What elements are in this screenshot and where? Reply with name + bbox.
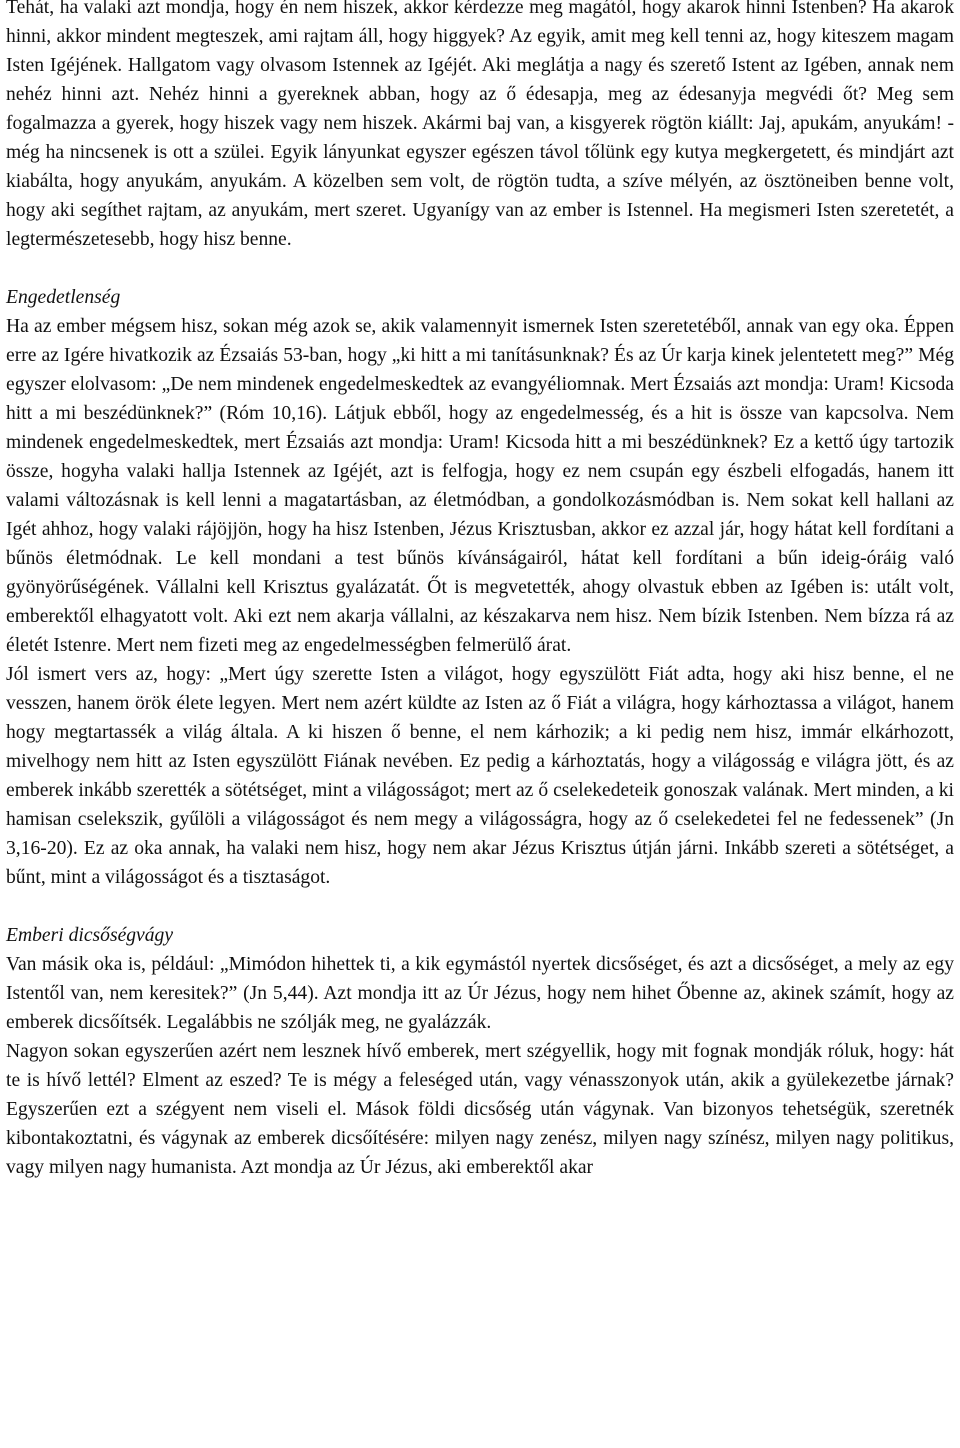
paragraph-gap [6,254,954,283]
heading-dicsosegvagy: Emberi dicsőségvágy [6,925,174,946]
paragraph-gap [6,892,954,921]
paragraph-engedetlenseg-2: Jól ismert vers az, hogy: „Mert úgy szerette Isten a világot, hogy egyszülött Fiát adta, hogy aki hisz benne, el ne vesszen, hanem örök élete legyen. Mert nem azért küldte az Isten az ő Fiát a világra, hogy kárhoztassa a világot, hanem hogy megtartassék a világ általa. A ki hiszen ő benne, el nem kárhozik; a ki pedig nem hisz, immár elkárhozott, mivelhogy nem hitt az Isten egyszülött Fiának nevében. Ez pedig a kárhoztatás, hogy a világosság e világra jött, és az emberek inkább szerették a sötétséget, mint a világosságot; mert az ő cselekedeteik gonoszak valának. Mert minden, a ki hamisan cselekszik, gyűlöli a világosságot és nem megy a világosságra, hogy az ő cselekedetei fel ne fedessenek” (Jn 3,16-20). Ez az oka annak, ha valaki nem hisz, hogy nem akar Jézus Krisztus útján járni. Inkább szereti a sötétséget, a bűnt, mint a világosságot és a tisztaságot. [6,664,954,888]
paragraph-intro: Tehát, ha valaki azt mondja, hogy én nem hiszek, akkor kérdezze meg magától, hogy akarok hinni Istenben? Ha akarok hinni, akkor mindent megteszek, ami rajtam áll, hogy higgyek? Az egyik, amit meg kell tenni az, hogy kiteszem magam Isten Igéjének. Hallgatom vagy olvasom Istennek az Igéjét. Aki meglátja a nagy és szerető Istent az Igében, annak nem nehéz hinni azt. Nehéz hinni a gyereknek abban, hogy az ő édesapja, meg az édesanyja megvédi őt? Meg sem fogalmazza a gyerek, hogy hiszek vagy nem hiszek. Akármi baj van, a kisgyerek rögtön kiállt: Jaj, apukám, anyukám! - még ha nincsenek is ott a szülei. Egyik lányunkat egyszer egészen távol tőlünk egy kutya megkergetett, és mindjárt azt kiabálta, hogy anyukám, anyukám. A közelben sem volt, de rögtön tudta, a szíve mélyén, az ösztöneiben benne volt, hogy aki segíthet rajtam, az anyukám, mert szeret. Ugyanígy van az ember is Istennel. Ha megismeri Isten szeretetét, a legtermészetesebb, hogy hisz benne. [6,0,954,250]
heading-engedetlenseg: Engedetlenség [6,287,121,308]
paragraph-dicsosegvagy-1: Van másik oka is, például: „Mimódon hihettek ti, a kik egymástól nyertek dicsőséget, és azt a dicsőséget, a mely az egy Istentől van, nem keresitek?” (Jn 5,44). Azt mondja itt az Úr Jézus, hogy nem hihet Őbenne az, akinek számít, hogy az emberek dicsőítsék. Legalábbis ne szólják meg, ne gyalázzák. [6,954,954,1033]
paragraph-dicsosegvagy-2: Nagyon sokan egyszerűen azért nem lesznek hívő emberek, mert szégyellik, hogy mit fognak mondják róluk, hogy: hát te is hívő lettél? Elment az eszed? Te is mégy a feleséged után, vagy vénasszonyok után, akik a gyülekezetbe járnak? Egyszerűen ezt a szégyent nem viseli el. Mások földi dicsőség után vágynak. Van bizonyos tehetségük, szeretnék kibontakoztatni, és vágynak az emberek dicsőítésére: milyen nagy zenész, milyen nagy színész, milyen nagy politikus, vagy milyen nagy humanista. Azt mondja az Úr Jézus, aki emberektől akar [6,1041,954,1178]
paragraph-engedetlenseg-1: Ha az ember mégsem hisz, sokan még azok se, akik valamennyit ismernek Isten szeretetéből, annak van egy oka. Éppen erre az Igére hivatkozik az Ézsaiás 53-ban, hogy „ki hitt a mi tanításunknak? És az Úr karja kinek jelentetett meg?” Még egyszer elolvasom: „De nem mindenek engedelmeskedtek az evangyéliomnak. Mert Ézsaiás azt mondja: Uram! Kicsoda hitt a mi beszédünknek?” (Róm 10,16). Látjuk ebből, hogy az engedelmesség, és a hit is össze van kapcsolva. Nem mindenek engedelmeskedtek, mert Ézsaiás azt mondja: Uram! Kicsoda hitt a mi beszédünknek? Ez a kettő úgy tartozik össze, hogyha valaki hallja Istennek az Igéjét, azt is felfogja, hogy ez nem csupán egy észbeli elfogadás, hanem itt valami változásnak is kell lenni a magatartásban, az életmódban, a gondolkozásmódban is. Nem sokat kell hallani az Igét ahhoz, hogy valaki rájöjjön, hogy ha hisz Istenben, Jézus Krisztusban, akkor ez azzal jár, hogy hátat kell fordítani a bűnös életmódnak. Le kell mondani a test bűnös kívánságairól, hátat kell fordítani a bűn ideig-óráig való gyönyörűségének. Vállalni kell Krisztus gyalázatát. Őt is megvetették, ahogy olvastuk ebben az Igében is: utált volt, emberektől elhagyatott volt. Aki ezt nem akarja vállalni, az készakarva nem hisz. Nem bízik Istenben. Nem bízza rá az életét Istenre. Mert nem fizeti meg az engedelmességben felmerülő árat. [6,316,954,656]
